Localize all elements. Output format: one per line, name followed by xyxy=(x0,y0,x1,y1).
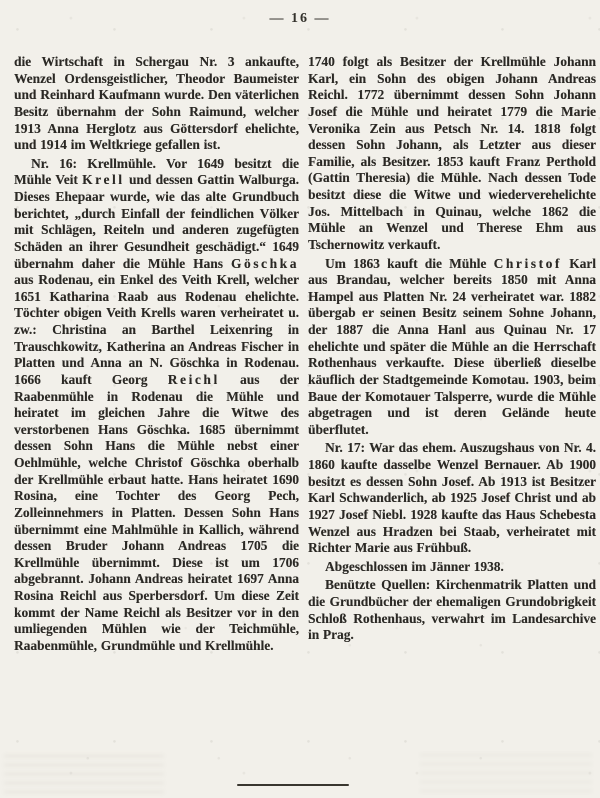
paragraph xyxy=(308,559,596,576)
text-segment: Um 1863 kauft die Mühle xyxy=(325,255,494,271)
paragraph xyxy=(308,54,596,254)
text-segment: Karl aus Brandau, welcher bereits 1850 mit Anna Hampel aus Platten Nr. 24 verheiratet war. 1882 übergab er seinen Besitz seinem Sohne Johann, der 1887 die Anna Hanl aus Quinau Nr. 17 ehelichte und später die Mühle an die Herrschaft Rothenhaus verkaufte. Diese überließ dieselbe käuflich der Stadtgemeinde Komotau. 1903, beim Baue der Komotauer Talsperre, wurde die Mühle abgetragen und ist deren Gelände heute überflutet. xyxy=(308,255,596,437)
letterspaced-name: Christof xyxy=(493,255,562,271)
paragraph xyxy=(14,156,299,655)
text-segment: und dessen Gattin Walburga. Dieses Ehepaar wurde, wie das alte Grundbuch berichtet, „durch Einfall der feindlichen Völker mit Schlägen, Reiteln und anderen zugefügten Schäden an ihrer Gesundheit geschädigt.“ 1649 übernahm daher die Mühle Hans xyxy=(14,172,299,271)
text-segment: aus Rodenau, ein Enkel des Veith Krell, welcher 1651 Katharina Raab aus Rodenau ehelichte. Töchter obigen Veith Krells waren verheiratet u. zw.: Christina an Barthel Leixenring in Trauschkowitz, Katherina an Andreas Fischer in Platten und Anna an N. Göschka in Rodenau. 1666 kauft Georg xyxy=(14,272,299,387)
bleedthrough-smudge xyxy=(4,753,164,793)
text-segment: Benützte Quellen: Kirchenmatrik Platten und die Grundbücher der ehemaligen Grundobrigkeit Schloß Rothenhaus, verwahrt im Landesarchive in Prag. xyxy=(308,577,596,643)
text-segment: aus der Raabenmühle in Rodenau die Mühle und heiratet im gleichen Jahre die Witwe des verstorbenen Hans Göschka. 1685 übernimmt dessen Sohn Hans die Mühle nebst einer Oehlmühle, welche Christof Göschka oberhalb der Krellmühle erbaut hatte. Hans heiratet 1690 Rosina, eine Tochter des Georg Pech, Zolleinnehmers in Platten. Dessen Sohn Hans übernimmt eine Mahlmühle in Kallich, während dessen Bruder Johann Andreas 1705 die Krellmühle übernimmt. Diese ist um 1706 abgebrannt. Johann Andreas heiratet 1697 Anna Rosina Reichl aus Sperbersdorf. Um diese Zeit kommt der Name Reichl als Besitzer vor in den umliegenden Mühlen wie der Teichmühle, Raabenmühle, Grundmühle und Krellmühle. xyxy=(14,371,299,653)
text-segment: Nr. 16: Krellmühle. Vor 1649 besitzt die Mühle Veit xyxy=(14,155,299,188)
paragraph xyxy=(308,256,596,439)
text-segment: Abgeschlossen im Jänner 1938. xyxy=(325,558,504,574)
text-segment: Nr. 17: War das ehem. Auszugshaus von Nr. 4. 1860 kaufte dasselbe Wenzel Bernauer. Ab 1900 besitzt es dessen Sohn Josef. Ab 1913 ist Besitzer Karl Schwanderlich, ab 1925 Josef Christ und ab 1927 Josef Niebl. 1928 kaufte das Haus Schebesta Wenzel aus Hradzen bei Staab, verheiratet mit Richter Marie aus Frühbuß. xyxy=(308,440,596,556)
paragraph xyxy=(308,440,596,556)
bleedthrough-smudge xyxy=(420,748,592,792)
left-column xyxy=(14,54,299,657)
letterspaced-name: Göschka xyxy=(230,255,299,271)
paragraph xyxy=(308,577,596,644)
right-column xyxy=(308,54,596,657)
letterspaced-name: Reichl xyxy=(167,371,220,387)
paragraph xyxy=(14,54,299,154)
text-segment: 1740 folgt als Besitzer der Krellmühle Johann Karl, ein Sohn des obigen Johann Andreas Reichl. 1772 übernimmt dessen Sohn Johann Josef die Mühle und heiratet 1779 die Marie Veronika Zein aus Petsch Nr. 14. 1818 folgt dessen Sohn Johann, als Letzter aus dieser Familie, als Besitzer. 1853 kauft Franz Perthold (Gattin Theresia) die Mühle. Nach dessen Tode besitzt diese die Witwe und wiederverehelichte Jos. Mittelbach in Quinau, welche 1862 die Mühle an Wenzel und Therese Ehm aus Tschernowitz verkauft. xyxy=(308,54,596,252)
text-columns xyxy=(14,54,596,657)
text-segment: die Wirtschaft in Schergau Nr. 3 ankaufte, Wenzel Ordensgeistlicher, Theodor Baumeister und Reinhard Kaufmann wurde. Den väterlichen Besitz übernahm der Sohn Raimund, welcher 1913 Anna Herglotz aus Göttersdorf ehelichte, und 1914 im Weltkriege gefallen ist. xyxy=(14,54,299,153)
page-number: — 16 — xyxy=(269,11,331,26)
section-divider-rule xyxy=(237,784,349,786)
letterspaced-name: Krell xyxy=(82,172,125,188)
